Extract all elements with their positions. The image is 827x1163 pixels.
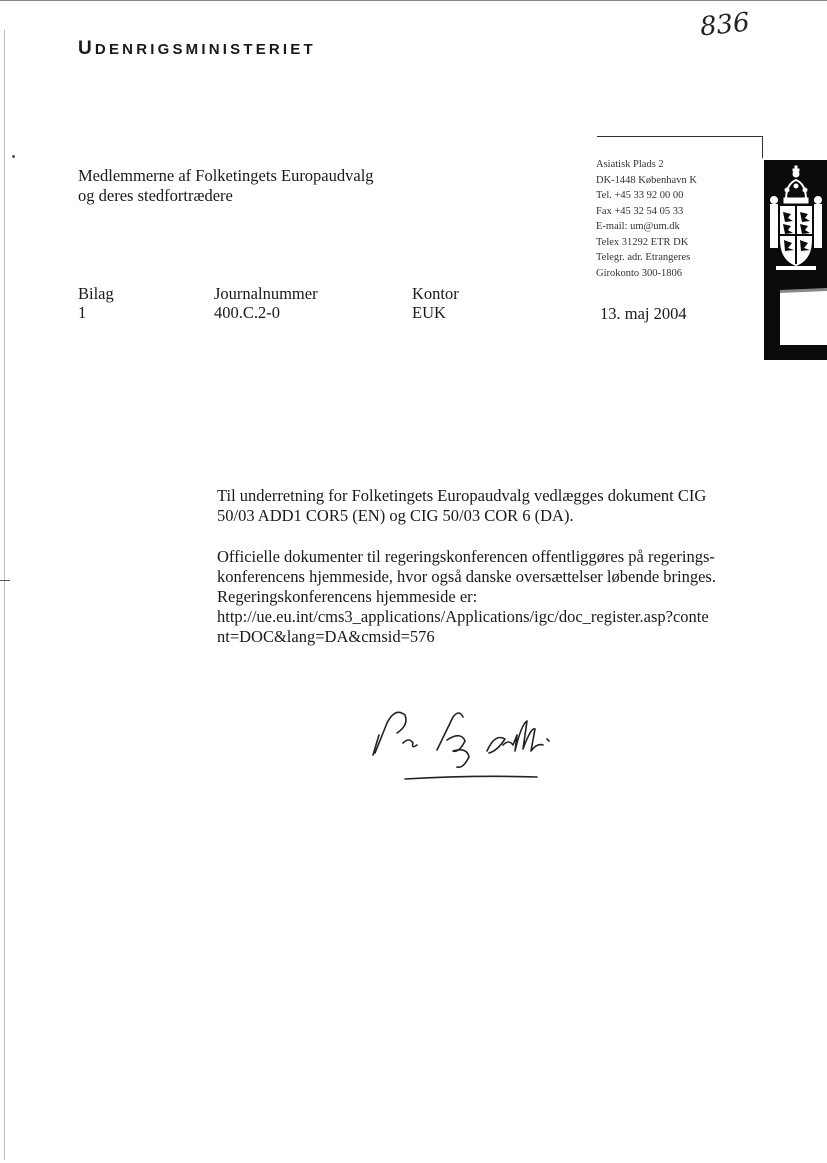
address-city: DK-1448 København K [596, 174, 697, 186]
ministry-initial: U [78, 38, 95, 59]
address-telex: Telex 31292 ETR DK [596, 236, 689, 248]
body-paragraph-1 [217, 486, 777, 526]
handwritten-signature [365, 695, 575, 785]
address-email: E-mail: um@um.dk [596, 221, 680, 232]
kontor-label: Kontor [412, 284, 459, 303]
recipient-line: og deres stedfortrædere [78, 186, 233, 205]
kontor-value: EUK [412, 303, 446, 322]
recipient-line: Medlemmerne af Folketingets Europaudvalg [78, 166, 374, 185]
ministry-letterhead [78, 38, 316, 60]
scan-speck [12, 155, 15, 158]
letter-body [217, 486, 777, 668]
royal-coat-of-arms-icon [764, 160, 827, 360]
body-line: Regeringskonferencens hjemmeside er: [217, 587, 478, 606]
field-kontor [412, 284, 459, 322]
body-url-line: http://ue.eu.int/cms3_applications/Applications/igc/doc_register.asp?conte [217, 607, 709, 626]
address-street: Asiatisk Plads 2 [596, 159, 664, 170]
address-phone: Tel. +45 33 92 00 00 [596, 190, 684, 201]
recipient-block [78, 166, 374, 206]
address-giro: Girokonto 300-1806 [596, 267, 683, 279]
ministry-name-rest: DENRIGSMINISTERIET [94, 41, 316, 58]
body-line: konferencens hjemmeside, hvor også danske oversættelser løbende bringes. [217, 567, 716, 586]
address-telegram: Telegr. adr. Etrangeres [596, 252, 691, 263]
page-top-edge [0, 0, 827, 1]
scan-margin-line [4, 30, 5, 1160]
address-rule-tick [762, 136, 763, 158]
handwritten-page-number: 836 [698, 7, 752, 43]
field-journalnummer [214, 284, 318, 322]
body-line: Til underretning for Folketingets Europaudvalg vedlægges dokument CIG [217, 486, 707, 505]
fold-mark [0, 580, 10, 581]
letter-date: 13. maj 2004 [600, 304, 687, 323]
bilag-value: 1 [78, 303, 87, 322]
body-paragraph-2 [217, 547, 777, 647]
journal-value: 400.C.2-0 [214, 303, 280, 322]
address-fax: Fax +45 32 54 05 33 [596, 205, 684, 217]
body-line: Officielle dokumenter til regeringskonferencen offentliggøres på regerings- [217, 547, 715, 566]
sender-address [596, 157, 697, 281]
body-url-line: nt=DOC&lang=DA&cmsid=576 [217, 627, 435, 646]
body-line: 50/03 ADD1 COR5 (EN) og CIG 50/03 COR 6 (DA). [217, 506, 574, 525]
address-rule [597, 136, 762, 137]
journal-label: Journalnummer [214, 284, 318, 303]
field-bilag [78, 284, 114, 322]
bilag-label: Bilag [78, 284, 114, 303]
